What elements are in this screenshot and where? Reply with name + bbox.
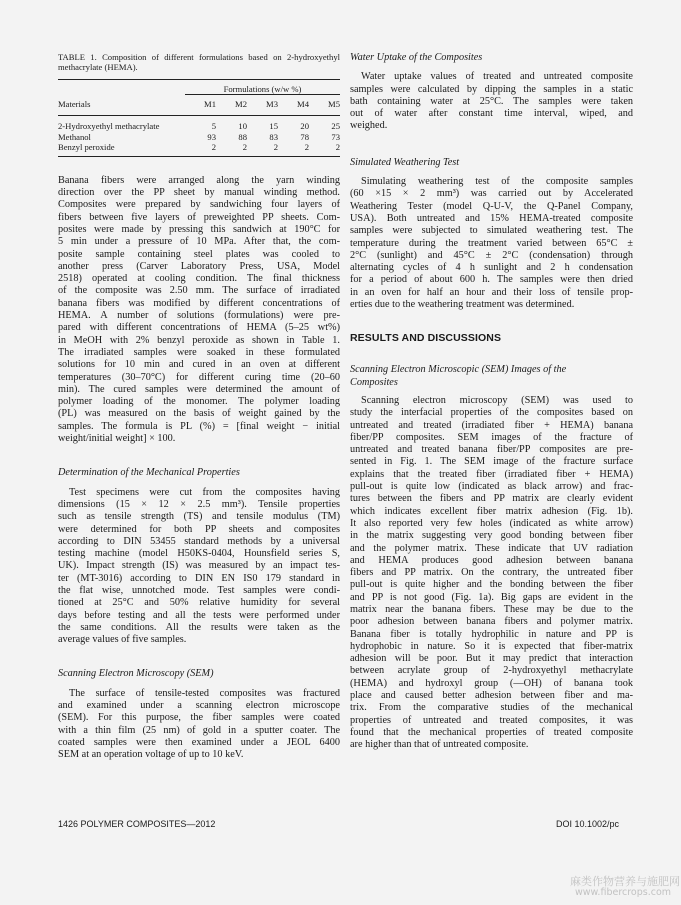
table-cell: 78	[300, 131, 309, 142]
text-line: the flat wise, unnotched mode. Test samples were condi-	[58, 584, 340, 596]
table-row	[58, 142, 340, 156]
text-line: and examined under a scanning electron microscope	[58, 700, 340, 712]
text-line: SEM at an operation voltage of up to 10 keV.	[58, 749, 244, 761]
text-line: ter (MT-3016) according to DIN EN IS0 179 standard in	[58, 572, 340, 584]
results-heading: RESULTS AND DISCUSSIONS	[350, 332, 502, 345]
text-line: fibers and PP matrix. On the contrary, the untreated fiber	[350, 567, 633, 579]
text-line: adhesion will be poor. But it may predict that interaction	[350, 653, 633, 665]
text-line: Banana fibers were arranged along the yarn winding	[58, 174, 340, 186]
text-line: (PL) was measured on the basis of weight gained by the	[58, 408, 340, 420]
footer-journal: 1426 POLYMER COMPOSITES—2012	[58, 819, 216, 829]
text-line: matrix near the banana fibers. These may be due to the	[350, 603, 633, 615]
table-row	[58, 121, 340, 132]
mechanical-properties-paragraph	[58, 487, 340, 647]
text-line: Weathering Tester (model Q-U-V, the Q-Panel Company,	[350, 200, 633, 212]
text-line: temperatures (30–70°C) for different curing time (20–60	[58, 371, 340, 383]
text-line: of the composite was 2.50 mm. The surface of irradiated	[58, 285, 340, 297]
table-row-label: Benzyl peroxide	[58, 142, 185, 156]
text-line: 2518) operated at cooling condition. The final thickness	[58, 273, 340, 285]
text-line: samples were calculated by dipping the samples in a static	[350, 83, 633, 95]
table-col-header: M4	[278, 99, 309, 115]
text-line: are higher than that of untreated composite.	[350, 739, 529, 751]
text-line: dimensions (15 × 12 × 2.5 mm³). Tensile properties	[58, 498, 340, 510]
table-cell: 2	[185, 142, 216, 156]
text-line: pared with different concentrations of HEMA (5–25 wt%)	[58, 322, 340, 334]
water-uptake-heading: Water Uptake of the Composites	[350, 52, 483, 63]
text-line: properties of untreated and treated composites, it was	[350, 714, 633, 726]
text-line: untreated and treated banana fiber/PP composites are pre-	[350, 444, 633, 456]
table-col-header: M3	[247, 99, 278, 115]
sem-paragraph	[58, 688, 340, 762]
text-line: and PP is not good (Fig. 1a). Big gaps are evident in the	[350, 591, 633, 603]
text-line: with a thin film (25 nm) of gold in a sputter coater. The	[58, 724, 340, 736]
text-line: banana fibers was modified by different concentrations of	[58, 297, 340, 309]
text-line: hydrophobic in nature. So it is expected that fiber-matrix	[350, 640, 633, 652]
text-line: alternating cycles of 4 h sunlight and 2 h condensation	[350, 262, 633, 274]
text-line: 5 min under a pressure of 10 MPa. After that, the com-	[58, 236, 340, 248]
text-line: fiber/PP composites. SEM images of the fracture of	[350, 431, 633, 443]
text-line: Test specimens were cut from the composites having	[69, 486, 340, 498]
table-col-header: M1	[185, 99, 216, 115]
text-line: tures between the fibers and PP matrix are clearly evident	[350, 493, 633, 505]
text-line: trix. From the comparative studies of the mechanical	[350, 702, 633, 714]
text-line: poor adhesion between banana fibers and polymer matrix.	[350, 616, 633, 628]
table-col-header: M2	[216, 99, 247, 115]
text-line: in an oven for half an hour and their loss of tensile prop-	[350, 286, 633, 298]
text-line: days before testing and all the tests were performed under	[58, 609, 340, 621]
text-line: posite sample containing steel plates was cooled to	[58, 248, 340, 260]
text-line: explains that the treated fiber (irradiated fiber + HEMA)	[350, 468, 633, 480]
text-line: testing machine (model H50KS-0404, Hounsfield series S,	[58, 548, 340, 560]
text-line: Simulating weathering test of the composite samples	[361, 176, 633, 188]
text-line: weight/initial weight] × 100.	[58, 433, 176, 445]
table-cell: 2	[278, 142, 309, 156]
sem-heading: Scanning Electron Microscopy (SEM)	[58, 668, 214, 680]
text-line: tioned at 25°C and 50% relative humidity for several	[58, 597, 340, 609]
footer-doi: DOI 10.1002/pc	[556, 819, 620, 829]
text-line: solutions for 10 min and cured in an oven at different	[58, 359, 340, 371]
text-line: direction over the PP sheet by manual winding method.	[58, 187, 340, 199]
table-cell: 2	[216, 142, 247, 156]
text-line: and HEMA produces good adhesion between banana	[350, 554, 633, 566]
text-line: and the polymer matrix. These indicate that UV radiation	[350, 542, 633, 554]
text-line: study the interfacial properties of the composites based on	[350, 407, 633, 419]
text-line: average values of five samples.	[58, 634, 187, 646]
mechanical-properties-heading: Determination of the Mechanical Properties	[58, 467, 240, 479]
text-line: Scanning Electron Microscopic (SEM) Images of the	[350, 364, 567, 376]
watermark-text: 麻类作物营养与施肥网	[570, 875, 680, 888]
table-cell: 2	[247, 142, 278, 156]
text-line: samples. The formula is PL (%) = [final weight − initial	[58, 420, 340, 432]
text-line: which indicates excellent fiber matrix adhesion (Fig. 1b).	[350, 505, 633, 517]
table-cell: 73	[331, 131, 340, 142]
sem-images-paragraph	[350, 395, 633, 752]
table-cell: 5	[211, 121, 216, 131]
table-cell: 83	[269, 131, 278, 142]
text-line: between acrylate group of 2-hydroxyethyl methacrylate	[350, 665, 633, 677]
text-line: in the matrix suggesting very good bonding between fiber	[350, 530, 633, 542]
text-line: fibers between five layers of preweighted PP sheets. Com-	[58, 211, 340, 223]
table-cell: 15	[269, 121, 278, 131]
text-line: pull-out is quite higher and the bonding between the fiber	[350, 579, 633, 591]
table-1	[58, 52, 340, 157]
water-uptake-paragraph	[350, 71, 633, 132]
text-line: for a period of about 600 h. The samples were then dried	[350, 274, 633, 286]
table-cell: 10	[238, 121, 247, 131]
text-line: 2°C (sunlight) and 45°C ± 2°C (condensation) through	[350, 249, 633, 261]
text-line: the same conditions. All the results were taken as the	[58, 621, 340, 633]
table-header-materials: Materials	[58, 99, 185, 115]
text-line: Banana fiber is totally hydrophilic in nature and PP is	[350, 628, 633, 640]
text-line: out of water after constant time interval, wiped, and	[350, 108, 633, 120]
table-cell: 2	[309, 142, 340, 156]
composition-table	[58, 79, 340, 157]
text-line: The surface of tensile-tested composites was fractured	[69, 687, 340, 699]
text-line: Water uptake values of treated and untreated composite	[361, 71, 633, 83]
table-caption: TABLE 1. Composition of different formulations based on 2-hydroxyethyl methacrylate (HEMA).	[58, 52, 340, 73]
text-line: untreated and treated (irradiated fiber + HEMA) banana	[350, 419, 633, 431]
text-line: another press (Carver Laboratory Press, USA, Model	[58, 260, 340, 272]
text-line: coated samples were then examined under a JEOL 6400	[58, 736, 340, 748]
text-line: such as tensile strength (TS) and tensile modulus (TM)	[58, 511, 340, 523]
weathering-heading: Simulated Weathering Test	[350, 156, 460, 168]
text-line: pull-out is quite low (indicated as black arrow) and frac-	[350, 481, 633, 493]
text-line: weighed.	[350, 120, 388, 132]
text-line: HEMA. A number of solutions (formulations) were pre-	[58, 310, 340, 322]
right-column	[350, 52, 633, 752]
text-line: in MeOH with 2% benzyl peroxide as shown in Table 1.	[58, 334, 340, 346]
table-row-label: Methanol	[58, 131, 91, 142]
weathering-paragraph	[350, 176, 633, 311]
table-group-header: Formulations (w/w %)	[185, 79, 340, 95]
table-cell: 93	[207, 131, 216, 142]
text-line: (SEM). For this purpose, the fiber samples were coated	[58, 712, 340, 724]
text-line: Composites were prepared by sandwiching four layers of	[58, 199, 340, 211]
text-line: samples were subjected to simulated weathering test. The	[350, 225, 633, 237]
text-line: USA). Both untreated and 15% HEMA-treated composite	[350, 212, 633, 224]
fiber-preparation-paragraph	[58, 175, 340, 446]
text-line: UK). Impact strength (IS) was measured by an impact tes-	[58, 560, 340, 572]
table-row	[58, 132, 340, 143]
text-line: posites were made by pressing this sandwich at 190°C for	[58, 223, 340, 235]
text-line: polymer loading of the monomer. The polymer loading	[58, 396, 340, 408]
watermark-url: www.fibercrops.com	[575, 887, 672, 898]
text-line: (60 ×15 × 2 mm³) was carried out by Accelerated	[350, 188, 633, 200]
text-line: temperature during the treatment varied between 65°C ±	[350, 237, 633, 249]
text-line: bath containing water at 25°C. The samples were taken	[350, 95, 633, 107]
table-cell: 20	[300, 121, 309, 131]
text-line: It also reported very few holes (indicated as white arrow)	[350, 517, 633, 529]
table-col-header: M5	[309, 99, 340, 115]
text-line: were determined for both PP sheets and composites	[58, 523, 340, 535]
text-line: (HEMA) and hydroxyl group (—OH) of banana took	[350, 677, 633, 689]
text-line: found that the mechanical properties of treated composite	[350, 726, 633, 738]
text-line: The irradiated samples were soaked in these formulated	[58, 346, 340, 358]
left-column	[58, 52, 340, 762]
sem-images-heading	[350, 364, 633, 389]
text-line: erties due to the weathering treatment was determined.	[350, 299, 575, 311]
table-row-label: 2-Hydroxyethyl methacrylate	[58, 121, 160, 131]
table-cell: 25	[331, 121, 340, 131]
text-line: place and caused better adhesion between fiber and ma-	[350, 690, 633, 702]
text-line: Scanning electron microscopy (SEM) was used to	[361, 394, 633, 406]
text-line: according to DIN 53455 standard methods by a universal	[58, 535, 340, 547]
table-cell: 88	[238, 131, 247, 142]
text-line: sented in Fig. 1. The SEM image of the fracture surface	[350, 456, 633, 468]
text-line: Composites	[350, 376, 398, 388]
text-line: min). The cured samples were determined the amount of	[58, 383, 340, 395]
